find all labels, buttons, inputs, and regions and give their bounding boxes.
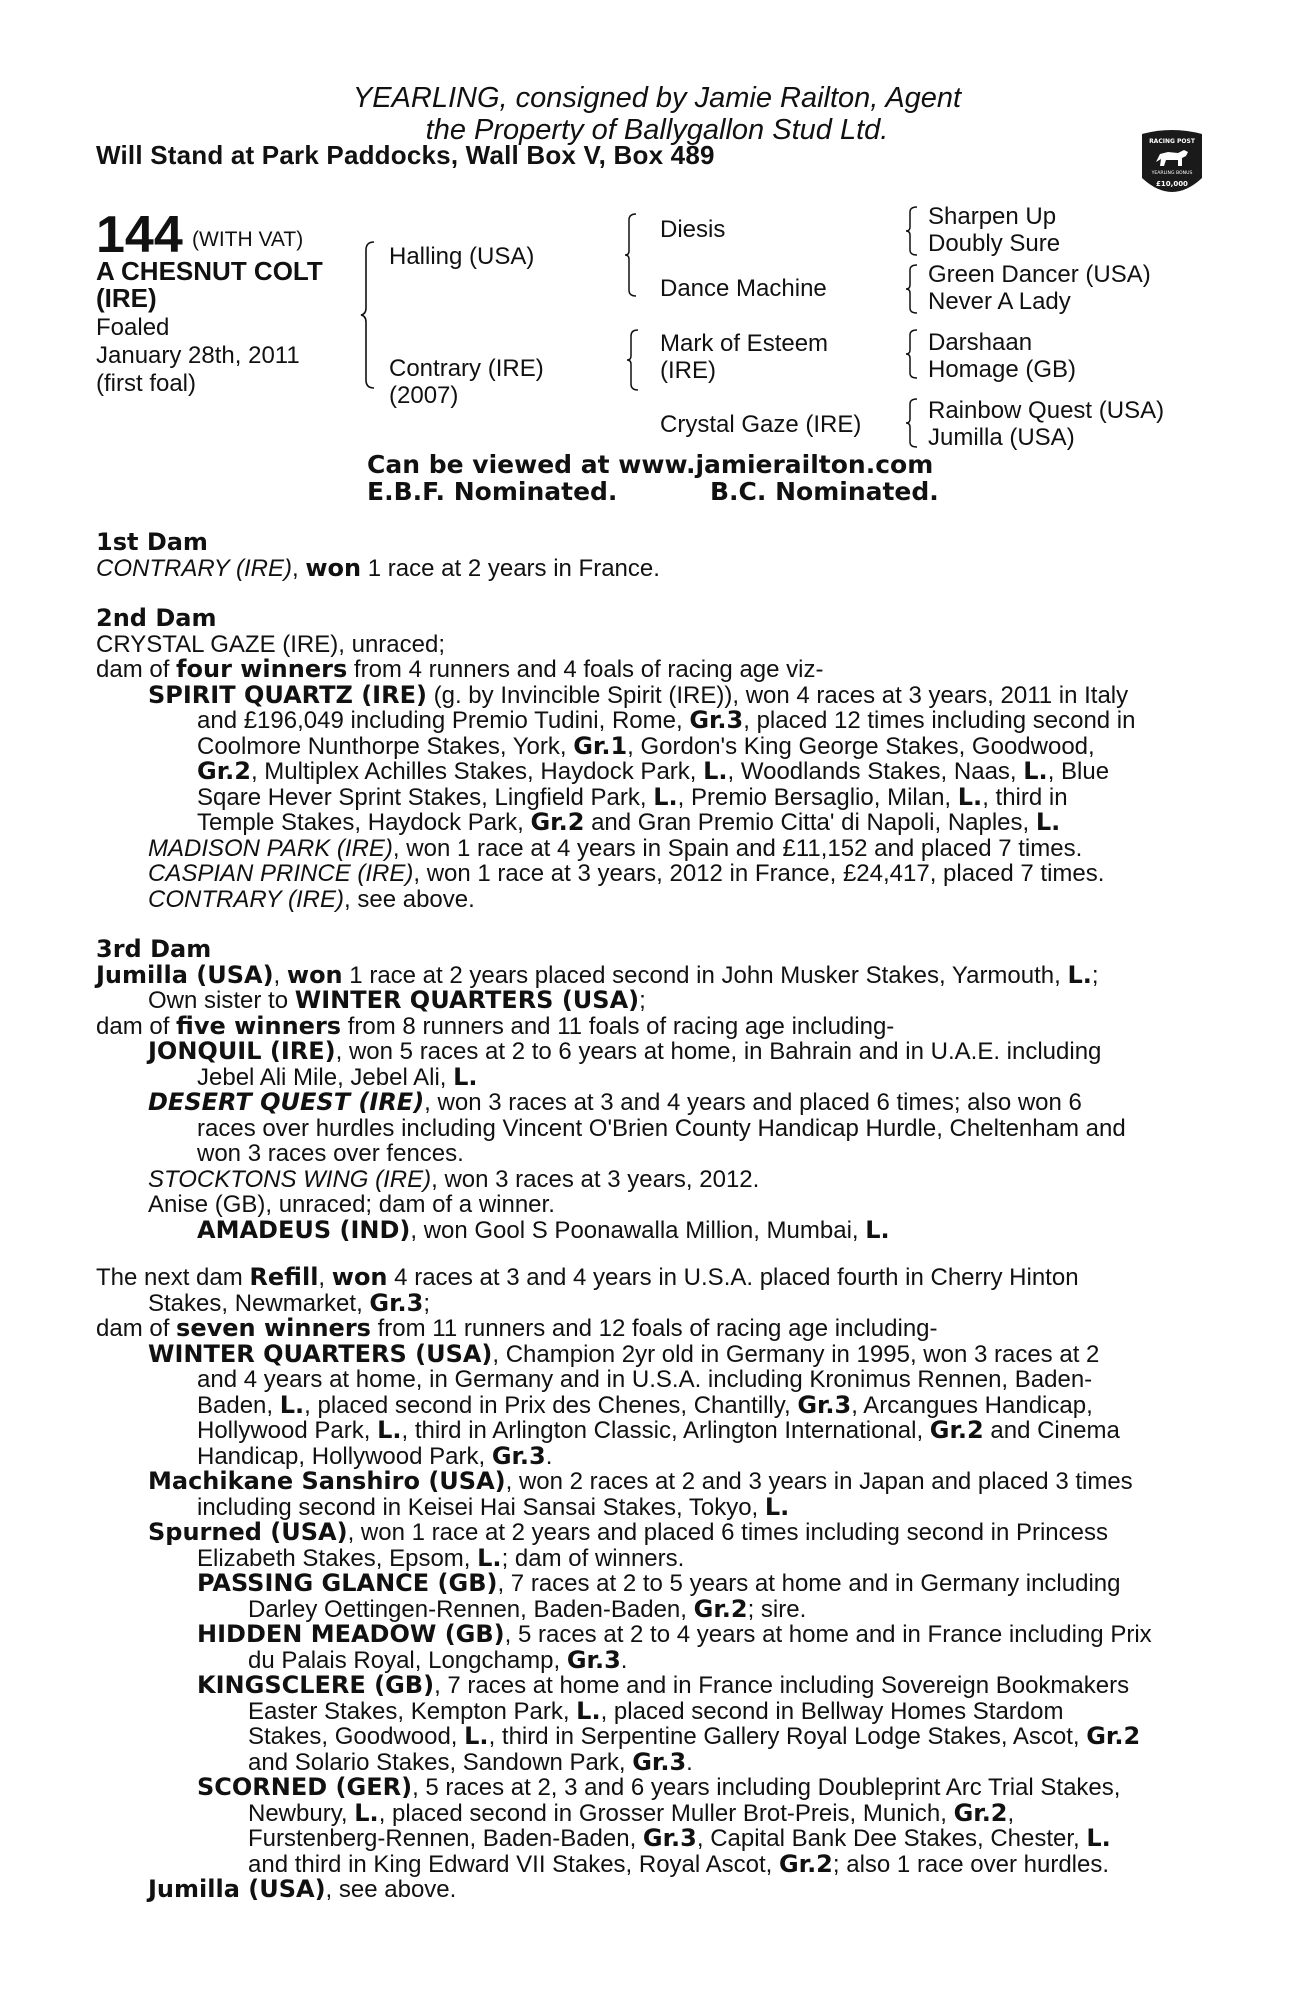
horse-name: STOCKTONS WING (IRE) bbox=[148, 1165, 432, 1193]
text: , Woodlands Stakes, Naas, bbox=[727, 758, 1024, 785]
text: , bbox=[273, 961, 287, 989]
progeny-line bbox=[96, 680, 1206, 709]
text: Temple Stakes, Haydock Park, bbox=[197, 809, 531, 836]
text: Coolmore Nunthorpe Stakes, York, bbox=[197, 732, 574, 760]
progeny-line: Anise (GB), unraced; dam of a winner. bbox=[148, 1191, 555, 1218]
horse-name: Jumilla (USA) bbox=[96, 960, 274, 989]
progeny-line bbox=[96, 759, 1206, 785]
grade: Gr.3 bbox=[491, 1441, 546, 1470]
grade: L. bbox=[764, 1492, 790, 1521]
pedigree-sire: Halling (USA) bbox=[389, 243, 535, 270]
text: , bbox=[1007, 1799, 1015, 1827]
pedigree-gg-1: Sharpen Up bbox=[928, 203, 1057, 230]
progeny-line bbox=[96, 1877, 1206, 1903]
text: including second in Keisei Hai Sansai Stakes, Tokyo, bbox=[197, 1493, 765, 1521]
section-heading: 3rd Dam bbox=[96, 935, 212, 963]
text: , see above. bbox=[344, 885, 475, 913]
text: Stakes, Newmarket, bbox=[148, 1289, 370, 1317]
text: du Palais Royal, Longchamp, bbox=[248, 1646, 567, 1674]
grade: L. bbox=[453, 1062, 478, 1091]
grand-progeny-line bbox=[96, 1775, 1206, 1801]
progeny-line bbox=[96, 1441, 1206, 1470]
consignor-line: YEARLING, consigned by Jamie Railton, Agent bbox=[352, 82, 962, 114]
text: , won Gool S Poonawalla Million, Mumbai, bbox=[410, 1216, 866, 1244]
horse-name: Spurned (USA) bbox=[148, 1518, 348, 1546]
grade: L. bbox=[1023, 757, 1048, 785]
text: from 11 runners and 12 foals of racing age including- bbox=[370, 1315, 938, 1342]
grade: Gr.1 bbox=[573, 731, 628, 760]
text: Baden, bbox=[197, 1391, 280, 1419]
grand-progeny-line bbox=[96, 1594, 1206, 1623]
won-label: won bbox=[286, 960, 343, 989]
dam-produce bbox=[96, 1316, 1206, 1342]
grade: Gr.2 bbox=[197, 757, 251, 785]
pedigree-dam-year: (2007) bbox=[389, 382, 459, 409]
dam-record bbox=[96, 1288, 1206, 1317]
progeny-line bbox=[96, 1469, 1206, 1495]
progeny-line bbox=[96, 1390, 1206, 1419]
grade: L. bbox=[1035, 808, 1061, 836]
ebf-nominated: E.B.F. Nominated. bbox=[367, 477, 618, 506]
pedigree-dam-sire-suffix: (IRE) bbox=[660, 357, 716, 384]
text: , won 1 race at 4 years in Spain and £11,152 and placed 7 times. bbox=[392, 834, 1083, 862]
pedigree-gg-3: Green Dancer (USA) bbox=[928, 261, 1151, 288]
section-heading: 2nd Dam bbox=[96, 604, 217, 632]
grade: L. bbox=[576, 1696, 601, 1725]
text: (g. by Invincible Spirit (IRE)), won 4 races at 3 years, 2011 in Italy bbox=[426, 681, 1129, 709]
progeny-line bbox=[96, 708, 1206, 734]
text: Hollywood Park, bbox=[197, 1417, 378, 1444]
dam-record: CRYSTAL GAZE (IRE), unraced; bbox=[96, 630, 445, 658]
grade: Gr.3 bbox=[642, 1824, 697, 1852]
foaled-line: January 28th, 2011 bbox=[96, 342, 300, 369]
progeny-line bbox=[96, 1520, 1206, 1546]
text: , Blue bbox=[1047, 758, 1110, 785]
text: , Multiplex Achilles Stakes, Haydock Park, bbox=[250, 758, 704, 785]
bc-nominated: B.C. Nominated. bbox=[710, 477, 939, 506]
horse-name: WINTER QUARTERS (USA) bbox=[148, 1339, 493, 1368]
text: , placed second in Prix des Chenes, Chantilly, bbox=[304, 1391, 798, 1419]
text: and £196,049 including Premio Tudini, Rome, bbox=[197, 707, 690, 734]
pedigree-gg-8: Jumilla (USA) bbox=[928, 424, 1075, 451]
winners-count: four winners bbox=[176, 655, 348, 683]
horse-name: AMADEUS (IND) bbox=[197, 1215, 411, 1244]
text: , placed second in Bellway Homes Stardom bbox=[600, 1697, 1064, 1725]
grade: L. bbox=[354, 1798, 379, 1827]
grand-progeny-line bbox=[96, 1696, 1206, 1725]
section-heading: 1st Dam bbox=[96, 528, 208, 556]
grade: L. bbox=[865, 1215, 890, 1244]
badge-mid-text: YEARLING BONUS bbox=[1151, 171, 1193, 176]
text: 4 races at 3 and 4 years in U.S.A. placed fourth in Cherry Hinton bbox=[387, 1264, 1079, 1291]
horse-name: MADISON PARK (IRE) bbox=[148, 834, 393, 862]
dam-produce bbox=[96, 657, 1206, 683]
grade: L. bbox=[1086, 1824, 1111, 1852]
text: and Cinema bbox=[983, 1417, 1120, 1444]
pedigree-gg-6: Homage (GB) bbox=[928, 356, 1077, 383]
badge-top-text: RACING POST bbox=[1149, 138, 1195, 145]
horse-name: SPIRIT QUARTZ (IRE) bbox=[148, 680, 427, 709]
text: , won 5 races at 2 to 6 years at home, in Bahrain and in U.A.E. including bbox=[335, 1038, 1102, 1065]
grade: Gr.2 bbox=[1086, 1722, 1141, 1750]
grand-progeny-line bbox=[96, 1724, 1206, 1750]
pedigree-brace-diesis bbox=[905, 205, 921, 257]
pedigree-dam: Contrary (IRE) bbox=[389, 355, 544, 382]
text: , Gordon's King George Stakes, Goodwood, bbox=[627, 732, 1095, 760]
pedigree-dam-dam: Crystal Gaze (IRE) bbox=[660, 411, 862, 438]
progeny-line bbox=[96, 1492, 1206, 1521]
text: , Capital Bank Dee Stakes, Chester, bbox=[696, 1825, 1087, 1852]
pedigree-brace-main bbox=[360, 240, 380, 390]
pedigree-sire-dam: Dance Machine bbox=[660, 275, 827, 302]
foaled-info bbox=[96, 314, 356, 398]
text: 1 race at 2 years placed second in John Musker Stakes, Yarmouth, bbox=[342, 961, 1068, 989]
grand-progeny-line bbox=[96, 1826, 1206, 1852]
text: , won 1 race at 3 years, 2012 in France, £24,417, placed 7 times. bbox=[413, 860, 1105, 887]
sibling-note bbox=[96, 988, 1206, 1014]
grade: Gr.3 bbox=[566, 1645, 621, 1674]
pedigree-gg-2: Doubly Sure bbox=[928, 230, 1061, 257]
winners-count: five winners bbox=[176, 1011, 342, 1040]
horse-name: CONTRARY (IRE) bbox=[96, 554, 293, 582]
text: Jebel Ali Mile, Jebel Ali, bbox=[197, 1063, 454, 1091]
text: dam of bbox=[96, 1012, 177, 1040]
progeny-line bbox=[96, 1167, 1206, 1193]
racing-post-yearling-bonus-icon bbox=[1138, 128, 1206, 206]
grade: Gr.3 bbox=[369, 1288, 424, 1317]
horse-name: JONQUIL (IRE) bbox=[148, 1037, 336, 1065]
grade: L. bbox=[477, 1543, 502, 1572]
text: ; bbox=[423, 1289, 431, 1317]
progeny-line bbox=[96, 1543, 1206, 1572]
third-dam-section bbox=[96, 937, 1206, 1243]
property-line: the Property of Ballygallon Stud Ltd. bbox=[425, 114, 889, 146]
lot-desc-line: A CHESNUT COLT bbox=[96, 256, 323, 286]
dam-record: CONTRARY (IRE), won 1 race at 2 years in France. bbox=[96, 553, 660, 582]
dam-produce bbox=[96, 1011, 1206, 1040]
horse-name: Refill bbox=[249, 1263, 319, 1291]
text: , Champion 2yr old in Germany in 1995, won 3 races at 2 bbox=[492, 1340, 1100, 1368]
pedigree-dam-sire: Mark of Esteem bbox=[660, 330, 829, 357]
first-dam-section bbox=[96, 530, 1206, 581]
text: . bbox=[620, 1646, 628, 1674]
progeny-line bbox=[96, 810, 1206, 836]
horse-name: CASPIAN PRINCE (IRE) bbox=[148, 860, 414, 887]
text: , bbox=[318, 1264, 332, 1291]
grade: L. bbox=[377, 1416, 402, 1444]
text: Elizabeth Stakes, Epsom, bbox=[197, 1544, 478, 1572]
text: , won 3 races at 3 and 4 years and placed 6 times; also won 6 bbox=[424, 1089, 1082, 1116]
grade: Gr.2 bbox=[693, 1594, 748, 1623]
progeny-line bbox=[96, 1039, 1206, 1065]
text: Newbury, bbox=[248, 1799, 355, 1827]
text: , placed 12 times including second in bbox=[743, 707, 1136, 734]
text: dam of bbox=[96, 656, 177, 683]
grade: L. bbox=[464, 1722, 489, 1750]
progeny-line bbox=[96, 782, 1206, 811]
text: dam of bbox=[96, 1315, 177, 1342]
foaled-line: Foaled bbox=[96, 314, 170, 341]
text: , won 3 races at 3 years, 2012. bbox=[431, 1165, 760, 1193]
foaled-line: (first foal) bbox=[96, 370, 197, 397]
grand-progeny-line bbox=[96, 1849, 1206, 1878]
grade: L. bbox=[279, 1390, 305, 1419]
text: ; dam of winners. bbox=[501, 1544, 685, 1572]
text: . bbox=[545, 1442, 553, 1470]
text: , third in Arlington Classic, Arlington International, bbox=[401, 1417, 930, 1444]
grand-progeny-line bbox=[96, 1673, 1206, 1699]
text: . bbox=[686, 1748, 693, 1776]
text: Stakes, Goodwood, bbox=[248, 1723, 465, 1750]
text: , 7 races at 2 to 5 years at home and in Germany including bbox=[497, 1570, 1121, 1597]
pedigree-brace-dam bbox=[626, 328, 642, 392]
horse-name: WINTER QUARTERS (USA) bbox=[294, 986, 640, 1014]
progeny-line bbox=[96, 836, 1206, 862]
vat-note: (WITH VAT) bbox=[192, 228, 304, 251]
pedigree-brace-dance-machine bbox=[905, 263, 921, 315]
pedigree-sire-sire: Diesis bbox=[660, 216, 726, 243]
horse-name: PASSING GLANCE (GB) bbox=[197, 1569, 498, 1597]
progeny-line: won 3 races over fences. bbox=[197, 1140, 464, 1167]
text: and Gran Premio Citta' di Napoli, Naples, bbox=[584, 809, 1036, 836]
horse-name: SCORNED (GER) bbox=[197, 1773, 413, 1801]
grand-progeny-line bbox=[96, 1571, 1206, 1597]
text: , won 1 race at 2 years and placed 6 times including second in Princess bbox=[347, 1519, 1108, 1546]
grade: Gr.2 bbox=[953, 1798, 1008, 1827]
progeny-line bbox=[96, 1090, 1206, 1116]
grade: L. bbox=[653, 782, 678, 811]
text: ; sire. bbox=[747, 1595, 807, 1623]
dam-record bbox=[96, 960, 1206, 989]
progeny-line bbox=[96, 731, 1206, 760]
lot-desc-line: (IRE) bbox=[96, 283, 157, 313]
text: Sqare Hever Sprint Stakes, Lingfield Park, bbox=[197, 783, 654, 811]
text: , Premio Bersaglio, Milan, bbox=[677, 783, 958, 811]
text: , won 2 races at 2 and 3 years in Japan and placed 3 times bbox=[505, 1468, 1133, 1495]
text: Furstenberg-Rennen, Baden-Baden, bbox=[248, 1825, 643, 1852]
lot-number: 144 bbox=[96, 206, 183, 264]
text: 1 race at 2 years in France. bbox=[361, 554, 660, 582]
text: , 5 races at 2, 3 and 6 years including Doubleprint Arc Trial Stakes, bbox=[412, 1774, 1121, 1801]
text: , third in bbox=[982, 783, 1068, 811]
second-dam-section bbox=[96, 606, 1206, 912]
pedigree-gg-7: Rainbow Quest (USA) bbox=[928, 397, 1165, 424]
text: , see above. bbox=[325, 1876, 457, 1903]
progeny-line bbox=[96, 887, 1206, 913]
grade: L. bbox=[703, 757, 728, 785]
horse-name: DESERT QUEST (IRE) bbox=[148, 1088, 425, 1116]
text: ; also 1 race over hurdles. bbox=[832, 1850, 1110, 1878]
progeny-line bbox=[96, 1215, 1206, 1244]
pedigree-gg-5: Darshaan bbox=[928, 329, 1033, 356]
pedigree-brace-mark-of-esteem bbox=[905, 328, 921, 380]
progeny-line bbox=[96, 1418, 1206, 1444]
horse-name: Machikane Sanshiro (USA) bbox=[148, 1467, 506, 1495]
progeny-line bbox=[96, 861, 1206, 887]
text: from 4 runners and 4 foals of racing age viz- bbox=[347, 656, 824, 683]
grade: L. bbox=[1067, 960, 1092, 989]
dam-record bbox=[96, 1265, 1206, 1291]
text: and Solario Stakes, Sandown Park, bbox=[248, 1748, 633, 1776]
won-label: won bbox=[305, 553, 362, 582]
text: , placed second in Grosser Muller Brot-Preis, Munich, bbox=[378, 1799, 954, 1827]
grand-progeny-line bbox=[96, 1622, 1206, 1648]
lot-description bbox=[96, 258, 366, 312]
text: ; bbox=[1091, 961, 1099, 989]
pedigree-brace-sire bbox=[624, 212, 640, 298]
horse-name: HIDDEN MEADOW (GB) bbox=[197, 1620, 505, 1648]
horse-name: Jumilla (USA) bbox=[148, 1875, 326, 1903]
text: Easter Stakes, Kempton Park, bbox=[248, 1697, 577, 1725]
text: , third in Serpentine Gallery Royal Lodge Stakes, Ascot, bbox=[488, 1723, 1087, 1750]
grade: L. bbox=[957, 782, 983, 811]
text: Handicap, Hollywood Park, bbox=[197, 1442, 492, 1470]
text: , 5 races at 2 to 4 years at home and in France including Prix bbox=[504, 1621, 1152, 1648]
text: The next dam bbox=[96, 1264, 250, 1291]
text: , 7 races at home and in France including Sovereign Bookmakers bbox=[434, 1672, 1130, 1699]
grand-progeny-line bbox=[96, 1645, 1206, 1674]
horse-name: CONTRARY (IRE) bbox=[148, 885, 345, 913]
text: ; bbox=[639, 987, 646, 1014]
next-dam-section bbox=[96, 1265, 1206, 1903]
text: from 8 runners and 11 foals of racing age including- bbox=[341, 1012, 895, 1040]
grand-progeny-line bbox=[96, 1747, 1206, 1776]
grade: Gr.3 bbox=[632, 1747, 687, 1776]
badge-amount-text: £10,000 bbox=[1156, 180, 1188, 188]
progeny-line: races over hurdles including Vincent O'Brien County Handicap Hurdle, Cheltenham and bbox=[197, 1114, 1126, 1142]
progeny-line bbox=[96, 1339, 1206, 1368]
progeny-line: and 4 years at home, in Germany and in U.S.A. including Kronimus Rennen, Baden- bbox=[197, 1366, 1093, 1393]
winners-count: seven winners bbox=[176, 1314, 371, 1342]
text: and third in King Edward VII Stakes, Royal Ascot, bbox=[248, 1850, 779, 1878]
progeny-line bbox=[96, 1062, 1206, 1091]
pedigree-gg-4: Never A Lady bbox=[928, 288, 1071, 315]
pedigree-brace-crystal-gaze bbox=[905, 397, 921, 449]
grade: Gr.2 bbox=[530, 808, 585, 836]
horse-name: KINGSCLERE (GB) bbox=[197, 1671, 435, 1699]
grade: Gr.2 bbox=[929, 1416, 984, 1444]
text: Darley Oettingen-Rennen, Baden-Baden, bbox=[248, 1595, 694, 1623]
grand-progeny-line bbox=[96, 1798, 1206, 1827]
viewing-link: Can be viewed at www.jamierailton.com bbox=[367, 450, 934, 479]
grade: Gr.2 bbox=[778, 1849, 833, 1878]
grade: Gr.3 bbox=[689, 706, 744, 734]
text: Own sister to bbox=[148, 987, 295, 1014]
text: , Arcangues Handicap, bbox=[851, 1391, 1093, 1419]
grade: Gr.3 bbox=[797, 1390, 852, 1419]
stand-location: Will Stand at Park Paddocks, Wall Box V, Box 489 bbox=[96, 140, 715, 170]
won-label: won bbox=[331, 1263, 388, 1291]
